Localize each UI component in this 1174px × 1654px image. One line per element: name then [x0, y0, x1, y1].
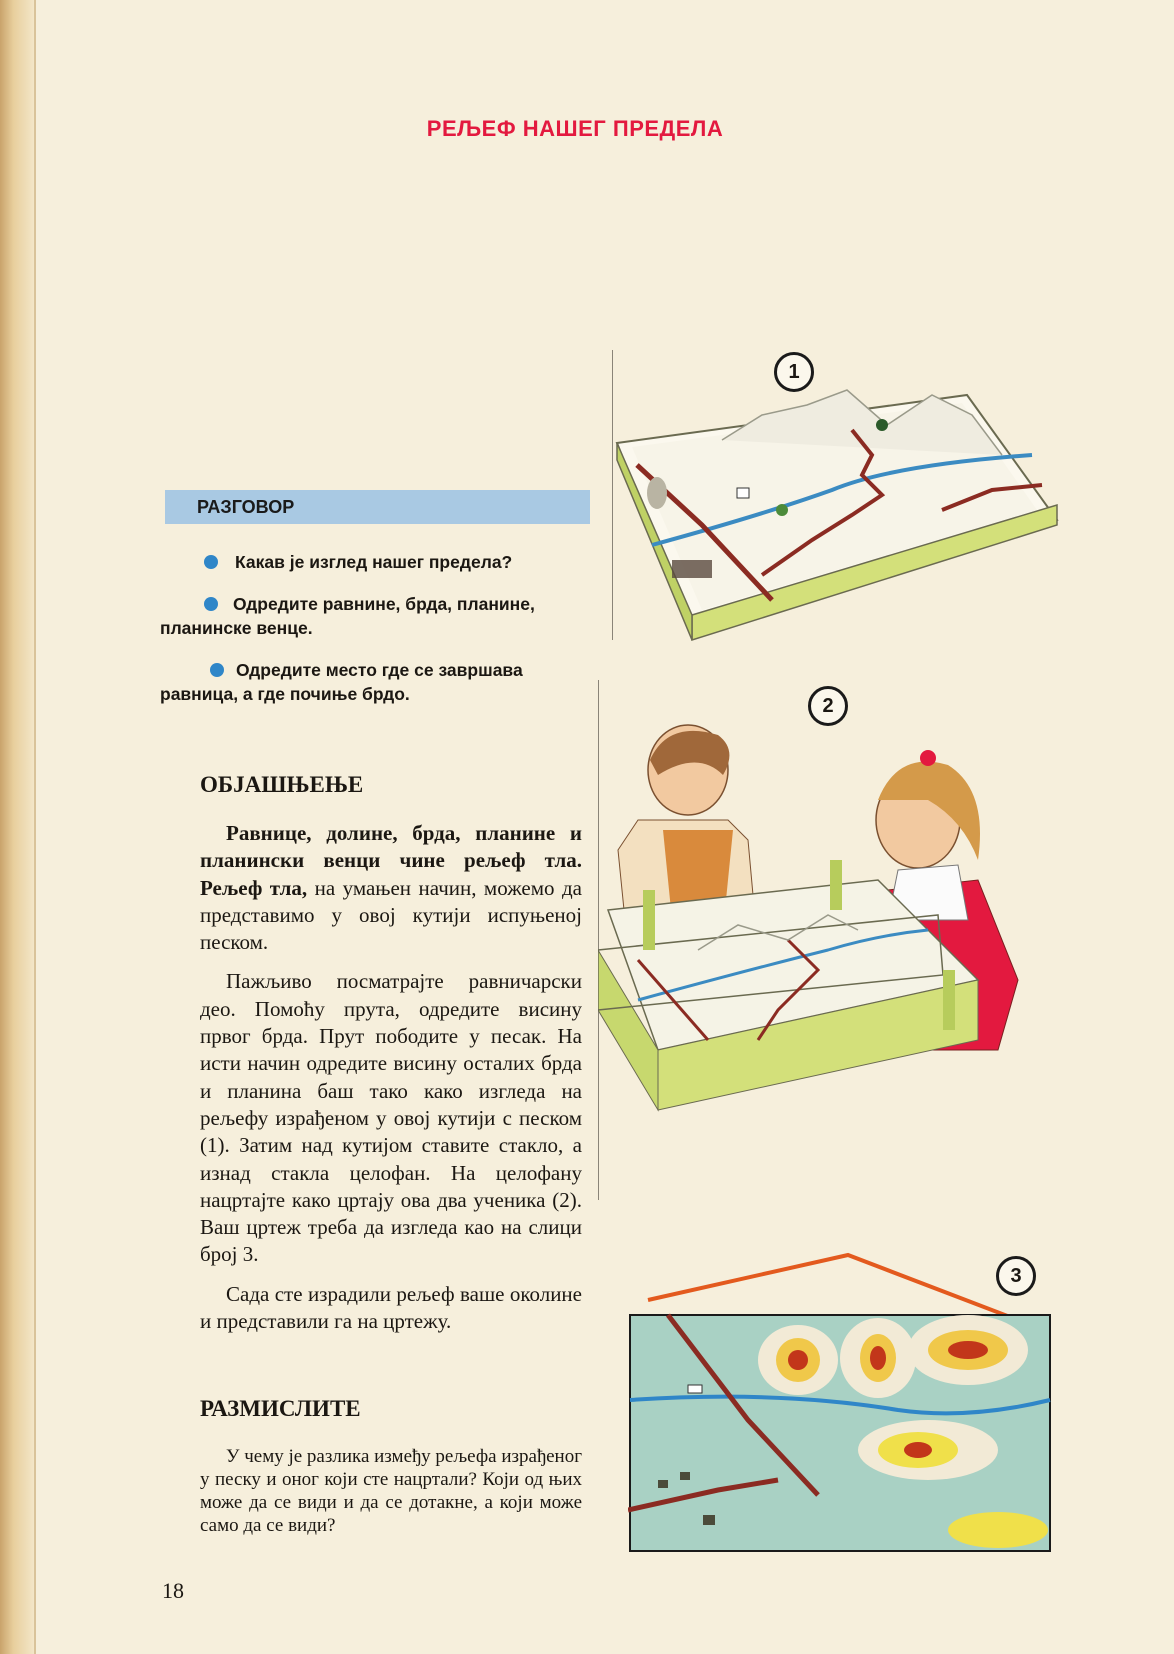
- conversation-heading-bar: [165, 490, 590, 524]
- page-title: РЕЉЕФ НАШЕГ ПРЕДЕЛА: [426, 116, 724, 141]
- question-item: Одредите место где се завршава равница, а где почиње брдо.: [160, 660, 523, 704]
- paragraph: Равнице, долине, брда, планине и планински венци чине рељеф тла. Рељеф тла, на умањен начин, можемо да представимо у овој кутији испуњеној песком.: [200, 821, 582, 955]
- contour-relief-map-icon: [628, 1250, 1053, 1555]
- question-item: Одредите равнине, брда, планине, планинске венце.: [160, 594, 535, 638]
- paragraph: Пажљиво посматрајте равничарски део. Помоћу прута, одредите висину првог брда. Прут пободите у песак. На исти начин одредите висину осталих брда и планина баш тако како изгледа на рељефу израђеном у овој кутији с песком (1). Затим над кутијом ставите стакло, а изнад стакла целофан. На целофану нацртајте како цртају ова два ученика (2). Ваш цртеж треба да изгледа као на слици број 3.: [200, 969, 582, 1267]
- bullet-icon: [204, 597, 218, 611]
- page-number: 18: [162, 1578, 184, 1603]
- question-item: Какав је изглед нашег предела?: [160, 550, 590, 574]
- question-list: [160, 550, 590, 724]
- figure-number-badge: 2: [808, 686, 848, 726]
- explanation-heading: ОБЈАШЊЕЊЕ: [200, 772, 364, 797]
- paragraph: Сада сте израдили рељеф ваше околине и представили га на цртежу.: [200, 1281, 582, 1334]
- think-heading: РАЗМИСЛИТЕ: [200, 1396, 361, 1421]
- book-spine: [0, 0, 34, 1654]
- figure-number-badge: 1: [774, 352, 814, 392]
- bullet-icon: [210, 663, 224, 677]
- page-edge: [34, 0, 36, 1654]
- two-students-drawing-on-glass-icon: [598, 720, 1058, 1200]
- think-text: У чему је разлика између рељефа израђеног у песку и оног који сте нацртали? Који од њих може да се види и да се дотакне, а који може само да се види?: [200, 1446, 583, 1536]
- explanation-text: [200, 820, 582, 1347]
- bullet-icon: [204, 555, 218, 569]
- conversation-heading: РАЗГОВОР: [197, 497, 295, 517]
- figure-number-badge: 3: [996, 1256, 1036, 1296]
- sand-box-relief-model-icon: [612, 385, 1062, 645]
